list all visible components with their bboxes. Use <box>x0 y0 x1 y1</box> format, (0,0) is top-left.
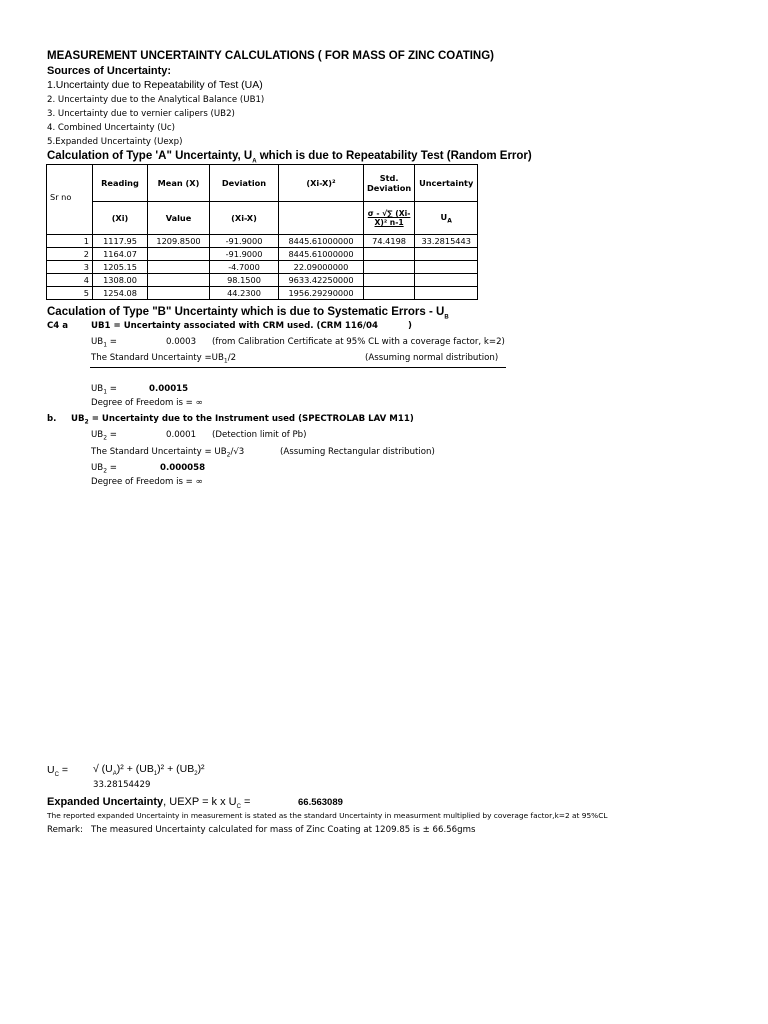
row-uncertainty <box>415 274 478 287</box>
ub2-result-label: $UB_2$ = <box>91 463 117 475</box>
row-reading: 1117.95 <box>93 235 148 248</box>
row-mean <box>148 287 210 300</box>
row-square: 1956.29290000 <box>279 287 364 300</box>
type-a-table <box>46 164 478 300</box>
table-row <box>47 287 478 300</box>
row-deviation: 44.2300 <box>210 287 279 300</box>
ub1-label: $UB_1$ = <box>91 337 117 349</box>
ub1-value: 0.0003 <box>166 337 197 347</box>
row-sr-no: 4 <box>47 274 93 287</box>
row-mean <box>148 261 210 274</box>
row-uncertainty: 33.2815443 <box>415 235 478 248</box>
ub2-label: $UB_2$ = <box>91 430 117 442</box>
page-title: MEASUREMENT UNCERTAINTY CALCULATIONS ( FOR MASS OF ZINC COATING) <box>47 50 494 62</box>
row-reading: 1205.15 <box>93 261 148 274</box>
source-item-2: 2. Uncertainty due to the Analytical Balance (UB1) <box>47 95 265 105</box>
remark-text: The measured Uncertainty calculated for mass of Zinc Coating at 1209.85 is ± 66.56gms <box>91 825 476 835</box>
uc-label: $U_C$ = <box>47 764 68 779</box>
source-item-1: 1.Uncertainty due to Repeatability of Test (UA) <box>47 79 263 91</box>
type-a-heading: Calculation of Type 'A" Uncertainty, $U_A$ which is due to Repeatability Test (Random Error) <box>47 150 532 165</box>
row-uncertainty <box>415 287 478 300</box>
row-deviation: -91.9000 <box>210 248 279 261</box>
row-reading: 1164.07 <box>93 248 148 261</box>
table-subheader-row <box>47 202 478 235</box>
subheader-xi: (Xi) <box>93 202 148 235</box>
subheader-xi-x: (Xi-X) <box>210 202 279 235</box>
row-std-deviation <box>364 261 415 274</box>
sr-no-header: Sr no <box>47 165 93 202</box>
row-square: 9633.42250000 <box>279 274 364 287</box>
source-item-5: 5.Expanded Uncertainty (Uexp) <box>47 137 183 147</box>
subheader-sigma-formula: σ - √∑ (Xi-X)² n-1 <box>364 202 415 235</box>
row-square: 8445.61000000 <box>279 248 364 261</box>
table-header-row <box>47 165 478 202</box>
row-uncertainty <box>415 261 478 274</box>
table-row <box>47 235 478 248</box>
ub1-result-value: 0.00015 <box>149 384 189 394</box>
expanded-value: 66.563089 <box>298 797 343 808</box>
row-uncertainty <box>415 248 478 261</box>
row-sr-no: 2 <box>47 248 93 261</box>
expanded-uncertainty: Expanded Uncertainty, UEXP = k x $U_C$ = <box>47 796 251 811</box>
ub1-dof: Degree of Freedom is = ∞ <box>91 398 203 408</box>
table-row <box>47 274 478 287</box>
b-title: $UB_2$ = Uncertainty due to the Instrument used (SPECTROLAB LAV M11) <box>71 414 414 426</box>
row-deviation: -4.7000 <box>210 261 279 274</box>
subheader-ua: $U_A$ <box>415 202 478 235</box>
ub2-std-uncertainty: The Standard Uncertainty = $UB_2/√3$ <box>91 447 245 459</box>
header-mean: Mean (X) <box>148 165 210 202</box>
row-sr-no: 1 <box>47 235 93 248</box>
reported-statement: The reported expanded Uncertainty in measurement is stated as the standard Uncertainty in measurment multiplied by coverage factor,k=2 at 95%CL <box>47 811 608 820</box>
subheader-empty <box>279 202 364 235</box>
source-item-3: 3. Uncertainty due to vernier calipers (UB2) <box>47 109 235 119</box>
row-reading: 1308.00 <box>93 274 148 287</box>
header-uncertainty: Uncertainty <box>415 165 478 202</box>
row-reading: 1254.08 <box>93 287 148 300</box>
b-label: b. <box>47 414 57 424</box>
row-mean <box>148 274 210 287</box>
source-item-4: 4. Combined Uncertainty (Uc) <box>47 123 175 133</box>
ub1-std-uncertainty: The Standard Uncertainty $=UB_1/2$ <box>91 353 237 365</box>
row-std-deviation <box>364 248 415 261</box>
row-std-deviation <box>364 287 415 300</box>
row-square: 22.09000000 <box>279 261 364 274</box>
row-sr-no: 3 <box>47 261 93 274</box>
ub2-dof: Degree of Freedom is = ∞ <box>91 477 203 487</box>
header-deviation: Deviation <box>210 165 279 202</box>
row-deviation: 98.1500 <box>210 274 279 287</box>
sr-no-sub <box>47 202 93 235</box>
row-mean <box>148 248 210 261</box>
c4a-title: UB1 = Uncertainty associated with CRM used. (CRM 116/04 <box>91 321 378 331</box>
header-square: (Xi-X)² <box>279 165 364 202</box>
ub2-note: (Detection limit of Pb) <box>212 430 307 440</box>
c4a-title-close: ) <box>408 321 412 331</box>
row-deviation: -91.9000 <box>210 235 279 248</box>
row-std-deviation: 74.4198 <box>364 235 415 248</box>
divider-line <box>90 367 506 368</box>
remark-label: Remark: <box>47 825 83 835</box>
ub1-assumption: (Assuming normal distribution) <box>365 353 499 363</box>
header-reading: Reading <box>93 165 148 202</box>
subheader-value: Value <box>148 202 210 235</box>
c4a-label: C4 a <box>47 321 69 331</box>
uc-value: 33.28154429 <box>93 780 151 790</box>
header-std-deviation: Std. Deviation <box>364 165 415 202</box>
ub2-assumption: (Assuming Rectangular distribution) <box>280 447 435 457</box>
ub2-result-value: 0.000058 <box>160 463 206 473</box>
ub1-note: (from Calibration Certificate at 95% CL with a coverage factor, k=2) <box>212 337 505 347</box>
ub1-result-label: $UB_1$ = <box>91 384 117 396</box>
row-sr-no: 5 <box>47 287 93 300</box>
table-row <box>47 248 478 261</box>
table-row <box>47 261 478 274</box>
ub2-value: 0.0001 <box>166 430 197 440</box>
type-b-heading: Caculation of Type "B" Uncertainty which is due to Systematic Errors - $U_B$ <box>47 306 449 321</box>
row-std-deviation <box>364 274 415 287</box>
row-square: 8445.61000000 <box>279 235 364 248</box>
sources-heading: Sources of Uncertainty: <box>47 65 172 77</box>
uc-formula: √ $(U_A)^2 + (UB_1)^2 + (UB_2)^2$ <box>93 763 205 778</box>
row-mean: 1209.8500 <box>148 235 210 248</box>
